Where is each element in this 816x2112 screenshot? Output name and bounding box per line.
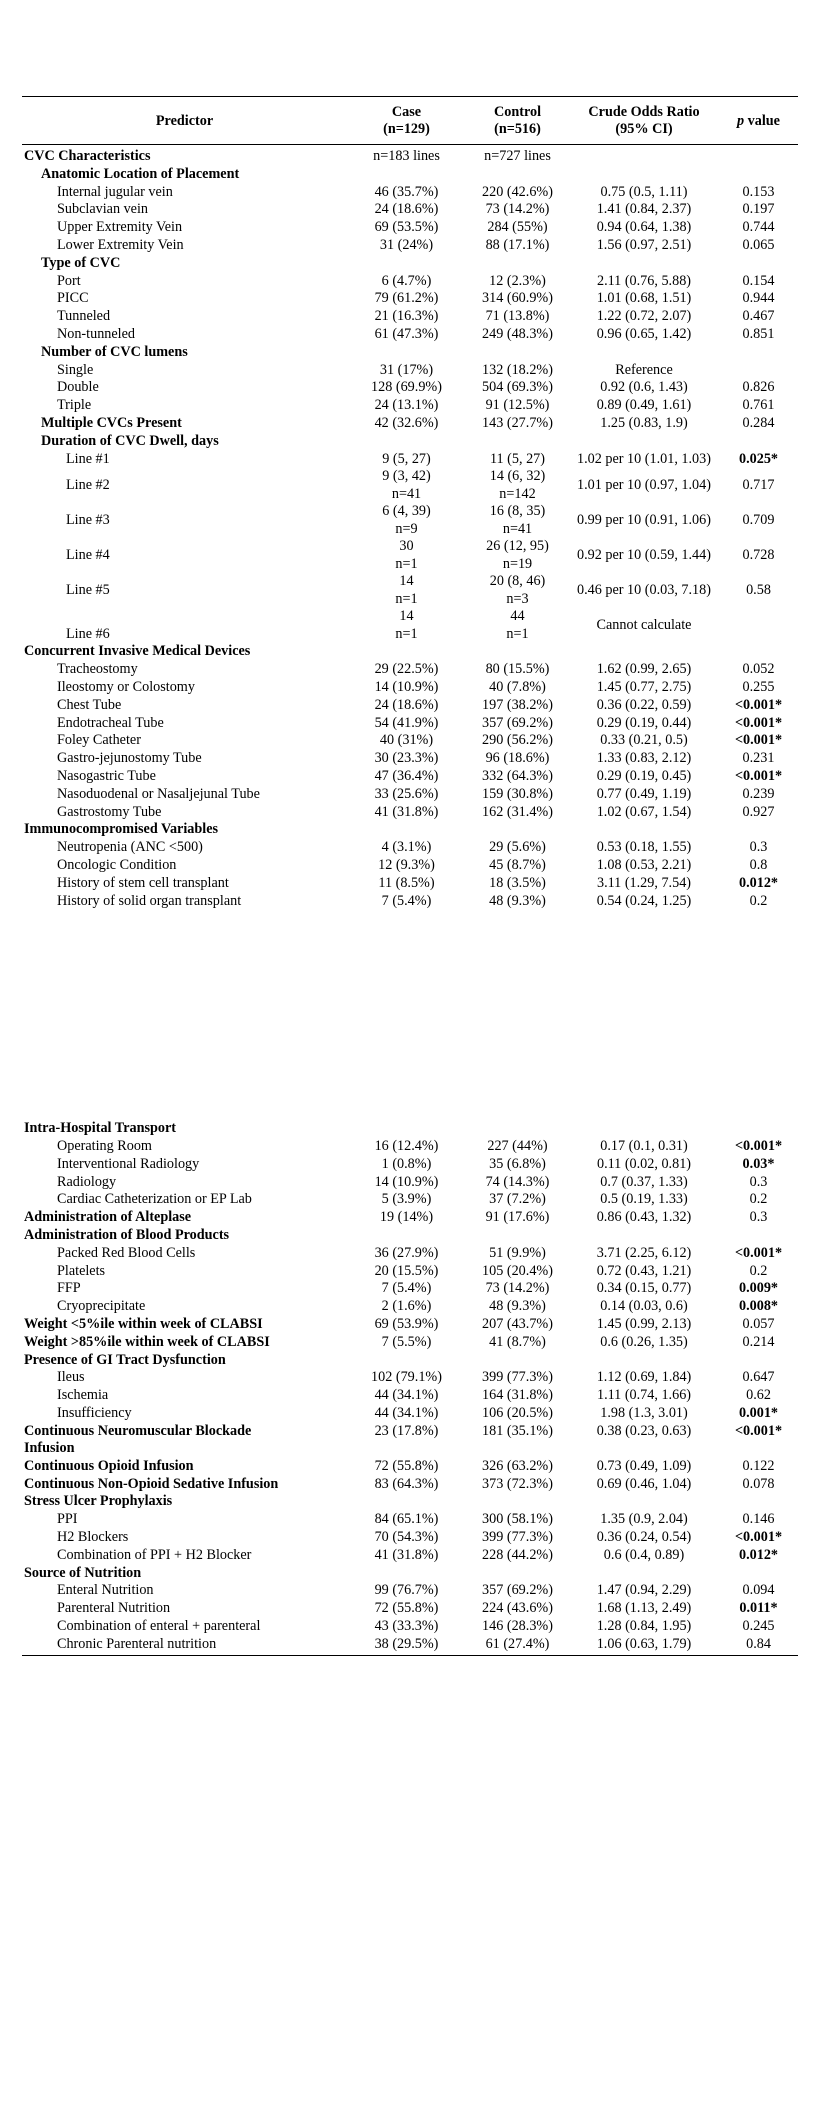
subsection-row: Anatomic Location of Placement	[41, 165, 240, 182]
table-row: Ischemia 44 (34.1%) 164 (31.8%) 1.11 (0.74, 1.66) 0.62	[57, 1387, 771, 1404]
page-gap	[22, 912, 798, 1120]
table-row: Nasoduodenal or Nasaljejunal Tube 33 (25.6%) 159 (30.8%) 0.77 (0.49, 1.19) 0.239	[57, 785, 775, 802]
table-row: Line #6 14 n=1 44 n=1 Cannot calculate	[66, 608, 692, 642]
table-row: Platelets 20 (15.5%) 105 (20.4%) 0.72 (0.43, 1.21) 0.2	[57, 1262, 768, 1279]
header-predictor: Predictor	[22, 97, 347, 145]
header-p-value: p value	[719, 97, 798, 145]
table-row: Administration of Alteplase 19 (14%) 91 (17.6%) 0.86 (0.43, 1.32) 0.3	[24, 1209, 768, 1226]
subsection-row: Number of CVC lumens	[41, 343, 188, 360]
table-row: Lower Extremity Vein 31 (24%) 88 (17.1%) 1.56 (0.97, 2.51) 0.065	[57, 236, 775, 253]
table-row: Enteral Nutrition 99 (76.7%) 357 (69.2%) 1.47 (0.94, 2.29) 0.094	[57, 1582, 775, 1599]
table-row: Interventional Radiology 1 (0.8%) 35 (6.8%) 0.11 (0.02, 0.81) 0.03*	[57, 1155, 775, 1172]
section-row: Presence of GI Tract Dysfunction	[24, 1351, 226, 1368]
table-row: History of solid organ transplant 7 (5.4%) 48 (9.3%) 0.54 (0.24, 1.25) 0.2	[57, 892, 768, 909]
table-row: Continuous Neuromuscular Blockade Infusion 23 (17.8%) 181 (35.1%) 0.38 (0.23, 0.63) <0.001*	[24, 1422, 783, 1457]
table-row: History of stem cell transplant 11 (8.5%) 18 (3.5%) 3.11 (1.29, 7.54) 0.012*	[57, 874, 778, 891]
table-row: Operating Room 16 (12.4%) 227 (44%) 0.17 (0.1, 0.31) <0.001*	[57, 1138, 783, 1155]
table-row: Insufficiency 44 (34.1%) 106 (20.5%) 1.98 (1.3, 3.01) 0.001*	[57, 1405, 779, 1422]
table-row: Tunneled 21 (16.3%) 71 (13.8%) 1.22 (0.72, 2.07) 0.467	[57, 308, 775, 325]
section-row: Stress Ulcer Prophylaxis	[24, 1493, 173, 1510]
table-row: Neutropenia (ANC <500) 4 (3.1%) 29 (5.6%) 0.53 (0.18, 1.55) 0.3	[57, 839, 768, 856]
results-table-page	[22, 96, 798, 1656]
table-row: Radiology 14 (10.9%) 74 (14.3%) 0.7 (0.37, 1.33) 0.3	[57, 1173, 768, 1190]
table-row: Double 128 (69.9%) 504 (69.3%) 0.92 (0.6, 1.43) 0.826	[57, 379, 775, 396]
table-row: Continuous Opioid Infusion 72 (55.8%) 326 (63.2%) 0.73 (0.49, 1.09) 0.122	[24, 1457, 775, 1474]
table-row: Multiple CVCs Present 42 (32.6%) 143 (27.7%) 1.25 (0.83, 1.9) 0.284	[41, 414, 775, 431]
table-row: Gastro-jejunostomy Tube 30 (23.3%) 96 (18.6%) 1.33 (0.83, 2.12) 0.231	[57, 750, 775, 767]
table-row: FFP 7 (5.4%) 73 (14.2%) 0.34 (0.15, 0.77) 0.009*	[57, 1280, 779, 1297]
table-row: Weight >85%ile within week of CLABSI 7 (5.5%) 41 (8.7%) 0.6 (0.26, 1.35) 0.214	[24, 1333, 775, 1350]
table-row: PPI 84 (65.1%) 300 (58.1%) 1.35 (0.9, 2.04) 0.146	[57, 1511, 775, 1528]
table-row: Packed Red Blood Cells 36 (27.9%) 51 (9.9%) 3.71 (2.25, 6.12) <0.001*	[57, 1244, 783, 1261]
section-row: Administration of Blood Products	[24, 1227, 230, 1244]
table-row: Cryoprecipitate 2 (1.6%) 48 (9.3%) 0.14 (0.03, 0.6) 0.008*	[57, 1298, 779, 1315]
section-row: Intra-Hospital Transport	[24, 1120, 177, 1137]
section-row: CVC Characteristics n=183 lines n=727 lines	[24, 148, 551, 164]
header-control: Control (n=516)	[466, 97, 569, 145]
table-row: PICC 79 (61.2%) 314 (60.9%) 1.01 (0.68, 1.51) 0.944	[57, 290, 775, 307]
table-row: Triple 24 (13.1%) 91 (12.5%) 0.89 (0.49, 1.61) 0.761	[57, 397, 775, 414]
table-row: Ileus 102 (79.1%) 399 (77.3%) 1.12 (0.69, 1.84) 0.647	[57, 1369, 775, 1386]
table-row: Line #2 9 (3, 42) n=41 14 (6, 32) n=142 1.01 per 10 (0.97, 1.04) 0.717	[66, 468, 775, 502]
table-header-row	[22, 97, 798, 145]
table-row: Ileostomy or Colostomy 14 (10.9%) 40 (7.8%) 1.45 (0.77, 2.75) 0.255	[57, 678, 775, 695]
predictor-table	[22, 96, 798, 912]
table-row: Endotracheal Tube 54 (41.9%) 357 (69.2%) 0.29 (0.19, 0.44) <0.001*	[57, 714, 783, 731]
table-row: Port 6 (4.7%) 12 (2.3%) 2.11 (0.76, 5.88) 0.154	[57, 272, 775, 289]
table-row: Chest Tube 24 (18.6%) 197 (38.2%) 0.36 (0.22, 0.59) <0.001*	[57, 696, 783, 713]
table-row: Chronic Parenteral nutrition 38 (29.5%) 61 (27.4%) 1.06 (0.63, 1.79) 0.84	[22, 1636, 798, 1655]
table-row: Line #3 6 (4, 39) n=9 16 (8, 35) n=41 0.99 per 10 (0.91, 1.06) 0.709	[66, 503, 775, 537]
subsection-row: Type of CVC	[41, 254, 121, 271]
table-row: H2 Blockers 70 (54.3%) 399 (77.3%) 0.36 (0.24, 0.54) <0.001*	[57, 1529, 783, 1546]
table-row: Line #1 9 (5, 27) 11 (5, 27) 1.02 per 10 (1.01, 1.03) 0.025*	[66, 450, 778, 467]
table-row: Parenteral Nutrition 72 (55.8%) 224 (43.6%) 1.68 (1.13, 2.49) 0.011*	[57, 1600, 778, 1617]
table-row: Non-tunneled 61 (47.3%) 249 (48.3%) 0.96 (0.65, 1.42) 0.851	[57, 325, 775, 342]
table-row: Line #4 30 n=1 26 (12, 95) n=19 0.92 per 10 (0.59, 1.44) 0.728	[66, 538, 775, 572]
table-row: Subclavian vein 24 (18.6%) 73 (14.2%) 1.41 (0.84, 2.37) 0.197	[57, 201, 775, 218]
table-row: Cardiac Catheterization or EP Lab 5 (3.9%) 37 (7.2%) 0.5 (0.19, 1.33) 0.2	[57, 1191, 768, 1208]
table-row: Gastrostomy Tube 41 (31.8%) 162 (31.4%) 1.02 (0.67, 1.54) 0.927	[57, 803, 775, 820]
table-row: Single 31 (17%) 132 (18.2%) Reference	[57, 361, 673, 378]
predictor-table-continued	[22, 1120, 798, 1655]
table-row: Internal jugular vein 46 (35.7%) 220 (42.6%) 0.75 (0.5, 1.11) 0.153	[57, 183, 775, 200]
table-row: Weight <5%ile within week of CLABSI 69 (53.9%) 207 (43.7%) 1.45 (0.99, 2.13) 0.057	[24, 1316, 775, 1333]
table-row: Tracheostomy 29 (22.5%) 80 (15.5%) 1.62 (0.99, 2.65) 0.052	[57, 661, 775, 678]
table-row: Foley Catheter 40 (31%) 290 (56.2%) 0.33 (0.21, 0.5) <0.001*	[57, 732, 783, 749]
section-row: Concurrent Invasive Medical Devices	[24, 643, 251, 660]
table-row: Combination of enteral + parenteral 43 (33.3%) 146 (28.3%) 1.28 (0.84, 1.95) 0.245	[57, 1618, 775, 1635]
table-row: Upper Extremity Vein 69 (53.5%) 284 (55%) 0.94 (0.64, 1.38) 0.744	[57, 219, 775, 236]
section-row: Source of Nutrition	[24, 1564, 142, 1581]
table-row: Oncologic Condition 12 (9.3%) 45 (8.7%) 1.08 (0.53, 2.21) 0.8	[57, 856, 768, 873]
table-row: Combination of PPI + H2 Blocker 41 (31.8%) 228 (44.2%) 0.6 (0.4, 0.89) 0.012*	[57, 1546, 779, 1563]
section-row: Immunocompromised Variables	[24, 821, 219, 838]
header-odds-ratio: Crude Odds Ratio (95% CI)	[569, 97, 719, 145]
table-row: Nasogastric Tube 47 (36.4%) 332 (64.3%) 0.29 (0.19, 0.45) <0.001*	[57, 767, 783, 784]
table-row: Continuous Non-Opioid Sedative Infusion 83 (64.3%) 373 (72.3%) 0.69 (0.46, 1.04) 0.078	[24, 1475, 775, 1492]
header-case: Case (n=129)	[347, 97, 466, 145]
subsection-row: Duration of CVC Dwell, days	[41, 432, 219, 449]
table-row: Line #5 14 n=1 20 (8, 46) n=3 0.46 per 10 (0.03, 7.18) 0.58	[66, 573, 771, 607]
